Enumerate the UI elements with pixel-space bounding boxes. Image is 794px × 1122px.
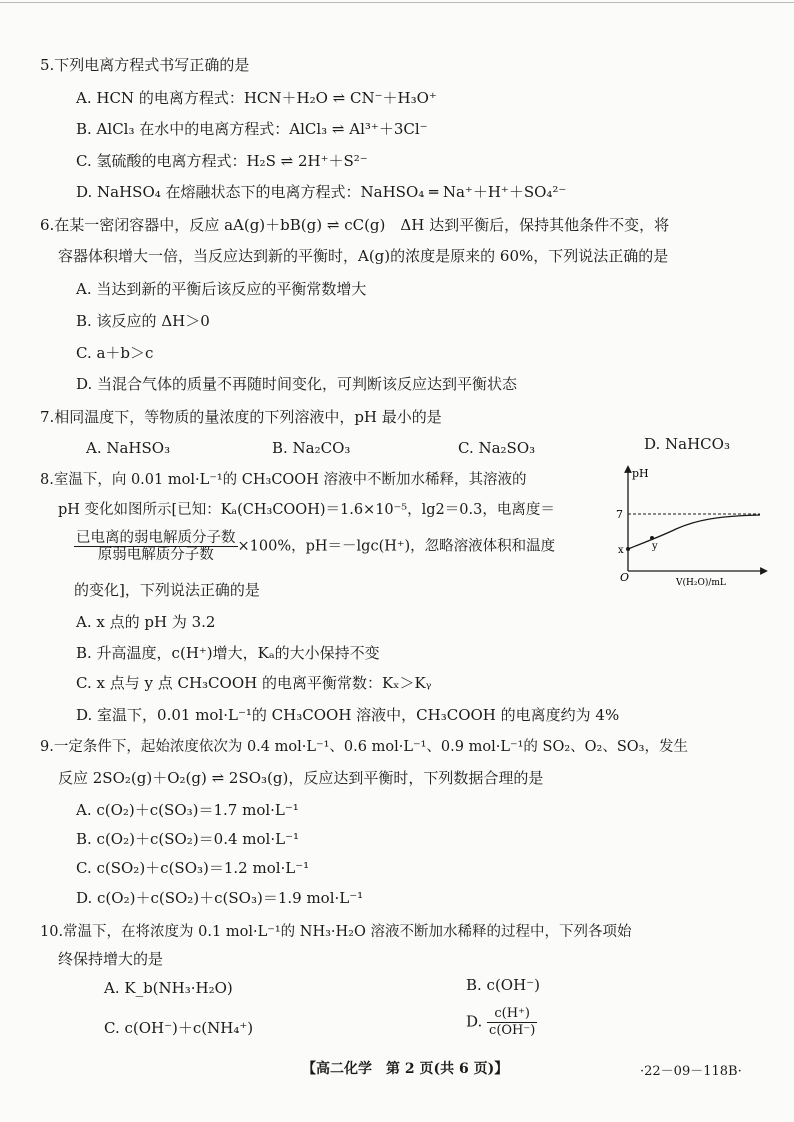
q10-option-d-fraction bbox=[487, 1006, 537, 1039]
q10-d-numerator: c(H⁺) bbox=[487, 1006, 537, 1023]
ionization-degree-fraction bbox=[74, 530, 238, 563]
point-y bbox=[650, 536, 654, 540]
point-x-label: x bbox=[618, 545, 624, 556]
q10-option-a: A. K_b(NH₃·H₂O) bbox=[104, 979, 233, 997]
q5-stem: 5.下列电离方程式书写正确的是 bbox=[40, 56, 250, 74]
point-y-label: y bbox=[652, 541, 658, 552]
q10-stem-line2: 终保持增大的是 bbox=[58, 950, 164, 968]
q8-option-b: B. 升高温度，c(H⁺)增大，Kₐ的大小保持不变 bbox=[76, 644, 380, 662]
point-x bbox=[626, 547, 630, 551]
scan-top-edge bbox=[0, 2, 794, 3]
q7-option-b: B. Na₂CO₃ bbox=[272, 439, 351, 457]
tick-7: 7 bbox=[616, 508, 623, 521]
fraction-numerator: 已电离的弱电解质分子数 bbox=[76, 530, 236, 546]
ph-dilution-graph bbox=[614, 463, 774, 593]
q5-option-d: D. NaHSO₄ 在熔融状态下的电离方程式：NaHSO₄ ═ Na⁺＋H⁺＋SO₄²⁻ bbox=[76, 183, 567, 201]
q7-stem: 7.相同温度下，等物质的量浓度的下列溶液中，pH 最小的是 bbox=[40, 408, 442, 426]
q9-stem-line2: 反应 2SO₂(g)＋O₂(g) ⇌ 2SO₃(g)，反应达到平衡时，下列数据合理的是 bbox=[58, 769, 544, 787]
q6-option-c: C. a＋b＞c bbox=[76, 344, 154, 362]
ph-curve bbox=[628, 515, 760, 549]
q8-stem-line1: 8.室温下，向 0.01 mol·L⁻¹的 CH₃COOH 溶液中不断加水稀释，其溶液的 bbox=[40, 472, 527, 488]
origin-label: O bbox=[620, 571, 630, 584]
q10-stem-line1: 10.常温下，在将浓度为 0.1 mol·L⁻¹的 NH₃·H₂O 溶液不断加水稀释的过程中，下列各项始 bbox=[40, 924, 632, 940]
q6-option-a: A. 当达到新的平衡后该反应的平衡常数增大 bbox=[76, 280, 367, 298]
q10-option-d-label: D. bbox=[466, 1012, 483, 1031]
q7-option-d: D. NaHCO₃ bbox=[644, 435, 730, 453]
q8-option-d: D. 室温下，0.01 mol·L⁻¹的 CH₃COOH 溶液中，CH₃COOH 的电离度约为 4% bbox=[76, 706, 620, 724]
q8-stem-line3-text: ×100%，pH＝－lgc(H⁺)，忽略溶液体积和温度 bbox=[237, 538, 556, 555]
page-footer-title: 【高二化学 第 2 页(共 6 页)】 bbox=[302, 1061, 509, 1077]
q10-d-denominator: c(OH⁻) bbox=[489, 1023, 536, 1038]
q10-option-b: B. c(OH⁻) bbox=[466, 976, 540, 994]
q8-stem-line3 bbox=[74, 530, 555, 563]
fraction-denominator: 原弱电解质分子数 bbox=[97, 547, 214, 563]
q7-option-c: C. Na₂SO₃ bbox=[458, 439, 536, 457]
q7-option-a: A. NaHSO₃ bbox=[86, 439, 171, 457]
q8-stem-line4: 的变化]，下列说法正确的是 bbox=[74, 581, 260, 599]
q6-option-b: B. 该反应的 ΔH＞0 bbox=[76, 312, 210, 330]
exam-code: ·22－09－118B· bbox=[640, 1064, 742, 1079]
q6-option-d: D. 当混合气体的质量不再随时间变化，可判断该反应达到平衡状态 bbox=[76, 375, 518, 393]
q9-option-b: B. c(O₂)＋c(SO₂)＝0.4 mol·L⁻¹ bbox=[76, 830, 300, 848]
q8-option-c: C. x 点与 y 点 CH₃COOH 的电离平衡常数：Kₓ＞Kᵧ bbox=[76, 674, 432, 692]
q5-option-c: C. 氢硫酸的电离方程式：H₂S ⇌ 2H⁺＋S²⁻ bbox=[76, 152, 368, 170]
y-axis-label: pH bbox=[632, 467, 649, 480]
q8-option-a: A. x 点的 pH 为 3.2 bbox=[76, 613, 216, 631]
q10-option-d bbox=[466, 1006, 537, 1039]
q8-stem-line2: pH 变化如图所示[已知：Kₐ(CH₃COOH)＝1.6×10⁻⁵，lg2＝0.3，电离度＝ bbox=[58, 502, 555, 518]
q6-stem-line2: 容器体积增大一倍，当反应达到新的平衡时，A(g)的浓度是原来的 60%，下列说法正确的是 bbox=[58, 247, 669, 265]
q9-option-a: A. c(O₂)＋c(SO₃)＝1.7 mol·L⁻¹ bbox=[76, 801, 299, 819]
q9-option-c: C. c(SO₂)＋c(SO₃)＝1.2 mol·L⁻¹ bbox=[76, 859, 310, 877]
q5-option-b: B. AlCl₃ 在水中的电离方程式：AlCl₃ ⇌ Al³⁺＋3Cl⁻ bbox=[76, 120, 428, 138]
x-axis-label: V(H₂O)/mL bbox=[676, 578, 726, 588]
q9-option-d: D. c(O₂)＋c(SO₂)＋c(SO₃)＝1.9 mol·L⁻¹ bbox=[76, 889, 364, 907]
q5-option-a: A. HCN 的电离方程式：HCN＋H₂O ⇌ CN⁻＋H₃O⁺ bbox=[76, 89, 437, 107]
q10-option-c: C. c(OH⁻)＋c(NH₄⁺) bbox=[104, 1019, 254, 1037]
q6-stem-line1: 6.在某一密闭容器中，反应 aA(g)＋bB(g) ⇌ cC(g) ΔH 达到平衡后，保持其他条件不变，将 bbox=[40, 216, 670, 234]
q9-stem-line1: 9.一定条件下，起始浓度依次为 0.4 mol·L⁻¹、0.6 mol·L⁻¹、0.9 mol·L⁻¹的 SO₂、O₂、SO₃，发生 bbox=[40, 739, 688, 755]
